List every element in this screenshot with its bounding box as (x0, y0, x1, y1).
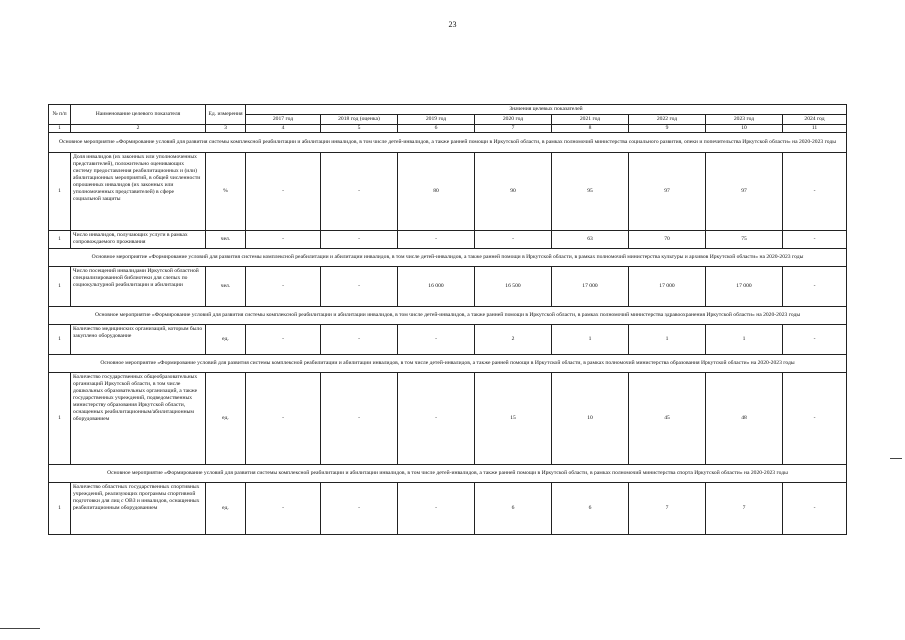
value-cell: 95 (552, 153, 629, 231)
section-header-row (49, 465, 847, 483)
header-col-name: Наименование целевого показателя (71, 105, 206, 125)
value-cell: 17 000 (706, 267, 783, 307)
value-cell: - (783, 231, 847, 249)
header-row-top (49, 105, 847, 115)
value-cell: 17 000 (552, 267, 629, 307)
column-number: 9 (629, 125, 706, 133)
section-title: Основное мероприятие «Формирование условий для развития системы комплексной реабилитации и абилитации инвалидов, в том числе детей-инвалидов, а также ранней помощи в Иркутской области, в рамках полномочий министерства спорта Иркутской области» на 2020-2023 годы (49, 465, 847, 483)
header-year: 2023 год (706, 115, 783, 125)
value-cell: - (398, 325, 475, 355)
value-cell: - (398, 373, 475, 465)
unit: чел. (206, 267, 246, 307)
value-cell: 7 (706, 483, 783, 535)
value-cell: - (246, 267, 321, 307)
unit: чел. (206, 231, 246, 249)
page-number: 23 (448, 20, 457, 29)
column-number: 4 (246, 125, 321, 133)
column-number: 6 (398, 125, 475, 133)
scan-edge-mark (0, 628, 40, 629)
section-header-row (49, 307, 847, 325)
indicator-name: Число посещений инвалидами Иркутской областной специализированной библиотеки для слепых по социокультурной реабилитации и абилитации (71, 267, 206, 307)
table-row (49, 373, 847, 465)
column-number: 1 (49, 125, 71, 133)
header-col-unit: Ед. измерения (206, 105, 246, 125)
value-cell: - (246, 325, 321, 355)
value-cell: 80 (398, 153, 475, 231)
value-cell: - (398, 483, 475, 535)
indicator-name: Доля инвалидов (их законных или уполномоченных представителей), положительно оценивающих систему предоставления реабилитационных и (или) абилитационных мероприятий, в общей численности опрошенных инвалидов (их законных или уполномоченных представителей) в сфере социальной защиты (71, 153, 206, 231)
value-cell: - (783, 325, 847, 355)
unit: ед. (206, 483, 246, 535)
value-cell: 75 (706, 231, 783, 249)
header-year: 2022 год (629, 115, 706, 125)
row-number: 1 (49, 267, 71, 307)
value-cell: - (321, 153, 398, 231)
value-cell: 6 (475, 483, 552, 535)
column-number: 10 (706, 125, 783, 133)
value-cell: 1 (552, 325, 629, 355)
value-cell: - (321, 483, 398, 535)
target-indicators-table (48, 104, 847, 535)
column-number: 8 (552, 125, 629, 133)
value-cell: - (246, 483, 321, 535)
indicator-name: Количество медицинских организаций, которым было закуплено оборудование (71, 325, 206, 355)
value-cell: 1 (706, 325, 783, 355)
unit: ед. (206, 373, 246, 465)
section-header-row (49, 249, 847, 267)
value-cell: - (783, 153, 847, 231)
table-row (49, 267, 847, 307)
section-header-row (49, 355, 847, 373)
row-number: 1 (49, 373, 71, 465)
value-cell: - (246, 153, 321, 231)
value-cell: - (321, 373, 398, 465)
section-title: Основное мероприятие «Формирование условий для развития системы комплексной реабилитации и абилитации инвалидов, в том числе детей-инвалидов, а также ранней помощи в Иркутской области, в рамках полномочий министерства образования Иркутской области» на 2020-2023 годы (49, 355, 847, 373)
value-cell: 45 (629, 373, 706, 465)
table-row (49, 325, 847, 355)
value-cell: - (321, 267, 398, 307)
header-col-num: № п/п (49, 105, 71, 125)
value-cell: 97 (629, 153, 706, 231)
column-number: 2 (71, 125, 206, 133)
column-numbers-row (49, 125, 847, 133)
header-year: 2017 год (246, 115, 321, 125)
header-year: 2019 год (398, 115, 475, 125)
header-year: 2024 год (783, 115, 847, 125)
value-cell: 1 (629, 325, 706, 355)
value-cell: 70 (629, 231, 706, 249)
value-cell: - (475, 231, 552, 249)
value-cell: 10 (552, 373, 629, 465)
header-year: 2021 год (552, 115, 629, 125)
value-cell: - (246, 373, 321, 465)
header-values-group: Значения целевых показателей (246, 105, 847, 115)
value-cell: 63 (552, 231, 629, 249)
header-year: 2018 год (оценка) (321, 115, 398, 125)
row-number: 1 (49, 231, 71, 249)
section-title: Основное мероприятие «Формирование условий для развития системы комплексной реабилитации и абилитации инвалидов, в том числе детей-инвалидов, а также ранней помощи в Иркутской области, в рамках полномочий министерства социального развития, опеки и попечительства Иркутской области» на 2020-2023 годы (49, 133, 847, 153)
indicator-name: Количество государственных общеобразовательных организаций Иркутской области, в том числе дошкольных образовательных организаций, а также государственных учреждений, подведомственных министерству образования Иркутской области, оснащенных реабилитационным/абилитационным оборудованием (71, 373, 206, 465)
section-header-row (49, 133, 847, 153)
value-cell: 6 (552, 483, 629, 535)
row-number: 1 (49, 153, 71, 231)
value-cell: - (321, 231, 398, 249)
section-title: Основное мероприятие «Формирование условий для развития системы комплексной реабилитации и абилитации инвалидов, в том числе детей-инвалидов, а также ранней помощи в Иркутской области, в рамках полномочий министерства культуры и архивов Иркутской области» на 2020-2023 годы (49, 249, 847, 267)
value-cell: - (321, 325, 398, 355)
table-row (49, 231, 847, 249)
header-year: 2020 год (475, 115, 552, 125)
value-cell: - (783, 483, 847, 535)
value-cell: - (783, 373, 847, 465)
value-cell: 17 000 (629, 267, 706, 307)
value-cell: 90 (475, 153, 552, 231)
indicator-name: Количество областных государственных спортивных учреждений, реализующих программы спортивной подготовки для лиц с ОВЗ и инвалидов, оснащенных реабилитационным оборудованием (71, 483, 206, 535)
value-cell: - (246, 231, 321, 249)
table-row (49, 153, 847, 231)
row-number: 1 (49, 483, 71, 535)
value-cell: 15 (475, 373, 552, 465)
value-cell: 7 (629, 483, 706, 535)
scan-edge-mark (890, 458, 902, 459)
row-number: 1 (49, 325, 71, 355)
column-number: 7 (475, 125, 552, 133)
unit: % (206, 153, 246, 231)
column-number: 5 (321, 125, 398, 133)
value-cell: 16 000 (398, 267, 475, 307)
value-cell: - (398, 231, 475, 249)
column-number: 3 (206, 125, 246, 133)
column-number: 11 (783, 125, 847, 133)
value-cell: 97 (706, 153, 783, 231)
value-cell: 2 (475, 325, 552, 355)
unit: ед. (206, 325, 246, 355)
table-row (49, 483, 847, 535)
indicator-name: Число инвалидов, получающих услуги в рамках сопровождаемого проживания (71, 231, 206, 249)
value-cell: 48 (706, 373, 783, 465)
value-cell: - (783, 267, 847, 307)
value-cell: 16 500 (475, 267, 552, 307)
section-title: Основное мероприятие «Формирование условий для развития системы комплексной реабилитации и абилитации инвалидов, в том числе детей-инвалидов, а также ранней помощи в Иркутской области, в рамках полномочий министерства здравоохранения Иркутской области» на 2020-2023 годы (49, 307, 847, 325)
